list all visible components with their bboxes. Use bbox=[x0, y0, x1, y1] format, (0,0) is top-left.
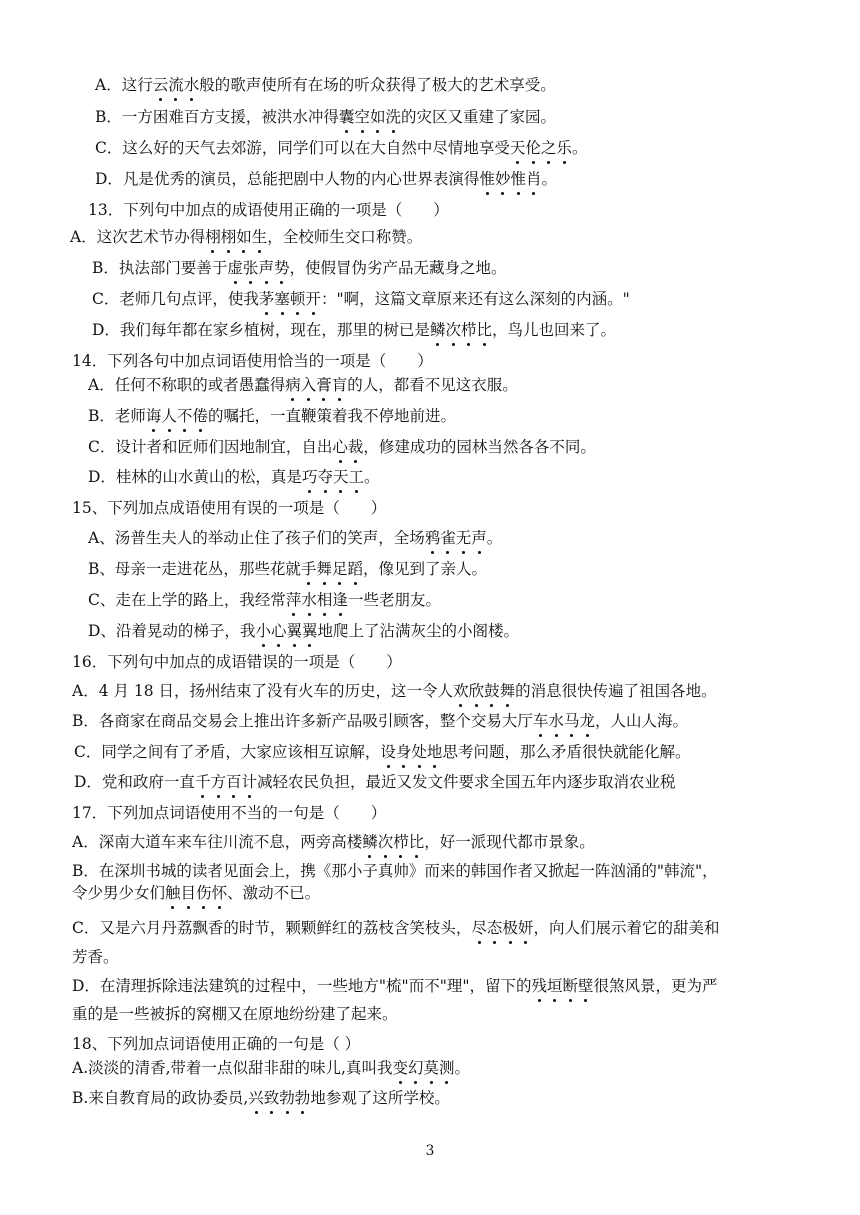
text-line bbox=[74, 742, 690, 762]
text-segment: 。 bbox=[541, 170, 558, 188]
emphasis-char: 身 bbox=[395, 743, 412, 761]
text-segment: D．我们每年都在家乡植树，现在，那里的树已是 bbox=[92, 321, 430, 339]
text-segment: 16．下列句中加点的成语错误的一项是（ ） bbox=[72, 653, 402, 671]
emphasis-char: 鳞 bbox=[362, 833, 378, 851]
text-segment: B．一方困难百方支援，被洪水冲得 bbox=[95, 108, 339, 126]
emphasis-char: 伦 bbox=[525, 139, 541, 157]
emphasis-char: 龙 bbox=[579, 712, 595, 730]
emphasis-char: 勃 bbox=[294, 1089, 311, 1107]
emphasis-char: 幻 bbox=[408, 1059, 424, 1077]
emphasis-char: 致 bbox=[263, 1089, 280, 1107]
text-segment: 18、下列加点词语使用正确的一句是（ ） bbox=[72, 1035, 361, 1053]
emphasis-char: 洗 bbox=[385, 108, 401, 126]
text-line bbox=[72, 652, 402, 672]
emphasis-char: 妙 bbox=[494, 170, 511, 188]
text-line bbox=[72, 803, 386, 823]
text-segment: C．老师几句点评，使我 bbox=[92, 290, 259, 308]
text-line bbox=[88, 467, 380, 487]
emphasis-char: 心 bbox=[270, 622, 287, 640]
text-segment: C、走在上学的路上，我经常 bbox=[88, 591, 286, 609]
text-line bbox=[88, 559, 487, 579]
emphasis-char: 声 bbox=[471, 529, 487, 547]
emphasis-char: 怀 bbox=[211, 884, 228, 902]
text-segment: 。 bbox=[454, 1059, 471, 1077]
emphasis-char: 勃 bbox=[279, 1089, 295, 1107]
emphasis-char: 栩 bbox=[205, 228, 221, 246]
text-segment: ，全校师生交口称赞。 bbox=[267, 228, 423, 246]
text-line bbox=[72, 1058, 470, 1078]
emphasis-char: 势 bbox=[273, 259, 290, 277]
emphasis-char: 诲 bbox=[145, 407, 162, 425]
text-segment: B．在深圳书城的读者见面会上，携《那小子真帅》而来的韩国作者又掀起一阵汹涌的"韩流"， bbox=[72, 862, 718, 880]
text-segment: 。 bbox=[364, 468, 380, 486]
text-line bbox=[95, 75, 556, 95]
text-segment: 重的是一些被拆的窝棚又在原地纷纷建了起来。 bbox=[72, 1005, 398, 1023]
text-line bbox=[74, 772, 676, 792]
emphasis-char: 水 bbox=[301, 591, 317, 609]
emphasis-char: 百 bbox=[225, 773, 242, 791]
text-segment: 一些老朋友。 bbox=[347, 591, 441, 609]
emphasis-char: 妍 bbox=[517, 919, 534, 937]
emphasis-char: 如 bbox=[236, 228, 252, 246]
emphasis-char: 无 bbox=[455, 529, 472, 547]
emphasis-char: 肖 bbox=[525, 170, 542, 188]
emphasis-char: 天 bbox=[509, 139, 526, 157]
emphasis-char: 人 bbox=[161, 407, 177, 425]
text-segment: 很煞风景，更为严 bbox=[593, 977, 718, 995]
emphasis-char: 残 bbox=[531, 977, 547, 995]
text-line bbox=[88, 375, 518, 395]
emphasis-char: 之 bbox=[540, 139, 557, 157]
emphasis-char: 车 bbox=[532, 712, 549, 730]
emphasis-char: 工 bbox=[348, 468, 364, 486]
text-line bbox=[72, 1034, 360, 1054]
text-segment: A．任何不称职的或者愚蠢得 bbox=[88, 376, 286, 394]
text-segment: B.来自教育局的政协委员, bbox=[72, 1089, 249, 1107]
text-line bbox=[72, 711, 688, 731]
emphasis-char: 极 bbox=[502, 919, 518, 937]
text-segment: ，鸟儿也回来了。 bbox=[492, 321, 617, 339]
emphasis-char: 鼓 bbox=[484, 682, 500, 700]
emphasis-char: 天 bbox=[332, 468, 349, 486]
text-line bbox=[72, 498, 386, 518]
text-segment: 地爬上了沾满灰尘的小阁楼。 bbox=[317, 622, 520, 640]
emphasis-char: 空 bbox=[354, 108, 370, 126]
text-segment: 的灾区又重建了家园。 bbox=[400, 108, 556, 126]
text-segment: 14．下列各句中加点词语使用恰当的一项是（ ） bbox=[72, 352, 433, 370]
emphasis-char: 手 bbox=[300, 560, 317, 578]
text-line bbox=[70, 227, 422, 247]
text-segment: B．老师 bbox=[88, 407, 146, 425]
text-line bbox=[88, 528, 502, 548]
text-segment: 芳香。 bbox=[72, 948, 119, 966]
emphasis-char: 小 bbox=[255, 622, 271, 640]
text-segment: 减轻农民负担，最近又发文件要求全国五年内逐步取消农业税 bbox=[257, 773, 676, 791]
text-segment: C．设计者和匠师们因地制宜，自出 bbox=[88, 438, 333, 456]
emphasis-char: 夺 bbox=[317, 468, 333, 486]
text-line bbox=[88, 406, 456, 426]
emphasis-char: 处 bbox=[411, 743, 427, 761]
emphasis-char: 变 bbox=[392, 1059, 408, 1077]
text-segment: 令少男少女们 bbox=[72, 884, 166, 902]
emphasis-char: 水 bbox=[183, 76, 200, 94]
emphasis-char: 马 bbox=[563, 712, 580, 730]
emphasis-char: 翼 bbox=[286, 622, 302, 640]
emphasis-char: 茅 bbox=[258, 290, 275, 308]
emphasis-char: 病 bbox=[285, 376, 301, 394]
emphasis-char: 心 bbox=[332, 438, 348, 456]
emphasis-char: 开 bbox=[305, 290, 321, 308]
page-number: 3 bbox=[425, 1143, 435, 1159]
emphasis-char: 蹈 bbox=[347, 560, 363, 578]
text-line bbox=[95, 107, 556, 127]
text-line bbox=[72, 883, 320, 903]
emphasis-char: 云 bbox=[152, 76, 169, 94]
emphasis-char: 倦 bbox=[192, 407, 208, 425]
emphasis-char: 巧 bbox=[301, 468, 318, 486]
emphasis-char: 千 bbox=[194, 773, 211, 791]
emphasis-char: 兴 bbox=[248, 1089, 264, 1107]
text-segment: 13．下列句中加点的成语使用正确的一项是（ ） bbox=[88, 201, 449, 219]
emphasis-char: 垣 bbox=[546, 977, 563, 995]
text-segment: 17．下列加点词语使用不当的一句是（ ） bbox=[72, 804, 387, 822]
text-segment: A．深南大道车来车往川流不息，两旁高楼 bbox=[72, 833, 363, 851]
text-line bbox=[88, 200, 449, 220]
text-line bbox=[72, 1004, 398, 1024]
emphasis-char: 欢 bbox=[453, 682, 469, 700]
emphasis-char: 水 bbox=[548, 712, 564, 730]
emphasis-char: 断 bbox=[562, 977, 578, 995]
emphasis-char: 次 bbox=[377, 833, 394, 851]
text-segment: ，像见到了亲人。 bbox=[362, 560, 487, 578]
emphasis-char: 设 bbox=[380, 743, 396, 761]
emphasis-char: 塞 bbox=[274, 290, 290, 308]
emphasis-char: 比 bbox=[476, 321, 492, 339]
emphasis-char: 足 bbox=[331, 560, 348, 578]
emphasis-char: 萍 bbox=[285, 591, 302, 609]
emphasis-char: 虚 bbox=[227, 259, 243, 277]
emphasis-char: 方 bbox=[210, 773, 226, 791]
text-segment: 。 bbox=[486, 529, 503, 547]
emphasis-char: 乐 bbox=[556, 139, 572, 157]
text-segment: A．4 月 18 日，扬州结束了没有火车的历史，这一令人 bbox=[72, 682, 454, 700]
text-line bbox=[72, 351, 433, 371]
text-segment: C．这么好的天气去郊游，同学们可以在大自然中尽情地享受 bbox=[95, 139, 510, 157]
text-segment: B．执法部门要善于 bbox=[92, 259, 228, 277]
emphasis-char: 测 bbox=[439, 1059, 455, 1077]
emphasis-char: 膏 bbox=[316, 376, 332, 394]
emphasis-char: 触 bbox=[165, 884, 181, 902]
text-segment: C．又是六月丹荔飘香的时节，颗颗鲜红的荔枝含笑枝头， bbox=[72, 919, 472, 937]
text-segment: D、沿着晃动的梯子，我 bbox=[88, 622, 256, 640]
text-segment: D．党和政府一直 bbox=[74, 773, 195, 791]
emphasis-char: 囊 bbox=[338, 108, 355, 126]
emphasis-char: 惟 bbox=[510, 170, 526, 188]
text-segment: 的消息很快传遍了祖国各地。 bbox=[515, 682, 717, 700]
emphasis-char: 尽 bbox=[471, 919, 487, 937]
emphasis-char: 惟 bbox=[479, 170, 495, 188]
emphasis-char: 入 bbox=[300, 376, 317, 394]
text-segment: D．凡是优秀的演员，总能把剧中人物的内心世界表演得 bbox=[95, 170, 480, 188]
text-line bbox=[92, 320, 616, 340]
text-segment: 思考问题，那么矛盾很快就能化解。 bbox=[442, 743, 691, 761]
emphasis-char: 栉 bbox=[393, 833, 409, 851]
text-line bbox=[95, 138, 587, 158]
text-segment: A、汤普生夫人的举动止住了孩子们的笑声，全场 bbox=[88, 529, 425, 547]
text-segment: 般的歌声使所有在场的听众获得了极大的艺术享受。 bbox=[199, 76, 556, 94]
emphasis-char: 舞 bbox=[499, 682, 516, 700]
text-segment: D．在清理拆除违法建筑的过程中，一些地方"梳"而不"理"，留下的 bbox=[72, 977, 532, 995]
emphasis-char: 壁 bbox=[578, 977, 594, 995]
text-line bbox=[72, 947, 119, 967]
emphasis-char: 莫 bbox=[423, 1059, 440, 1077]
text-segment: 的人，都看不见这衣服。 bbox=[347, 376, 518, 394]
text-segment: A．这次艺术节办得 bbox=[70, 228, 206, 246]
text-line bbox=[88, 437, 596, 457]
emphasis-char: 鳞 bbox=[429, 321, 446, 339]
emphasis-char: 张 bbox=[242, 259, 259, 277]
text-segment: B、母亲一走进花丛，那些花就 bbox=[88, 560, 301, 578]
emphasis-char: 相 bbox=[316, 591, 333, 609]
text-line bbox=[72, 918, 719, 938]
text-line bbox=[72, 976, 718, 996]
emphasis-char: 计 bbox=[241, 773, 257, 791]
emphasis-char: 栉 bbox=[460, 321, 477, 339]
emphasis-char: 裁 bbox=[347, 438, 364, 456]
emphasis-char: 欣 bbox=[468, 682, 485, 700]
emphasis-char: 逢 bbox=[332, 591, 348, 609]
text-segment: C．同学之间有了矛盾，大家应该相互谅解， bbox=[74, 743, 381, 761]
text-line bbox=[88, 590, 441, 610]
text-line bbox=[72, 681, 717, 701]
text-line bbox=[88, 621, 519, 641]
text-line bbox=[92, 258, 506, 278]
text-line bbox=[95, 169, 557, 189]
text-segment: 15、下列加点成语使用有误的一项是（ ） bbox=[72, 499, 387, 517]
emphasis-char: 鸦 bbox=[424, 529, 441, 547]
text-segment: ，好一派现代都市景象。 bbox=[424, 833, 595, 851]
emphasis-char: 态 bbox=[486, 919, 503, 937]
emphasis-char: 雀 bbox=[440, 529, 456, 547]
emphasis-char: 不 bbox=[176, 407, 193, 425]
text-line bbox=[92, 289, 630, 309]
text-segment: 地参观了这所学校。 bbox=[310, 1089, 450, 1107]
text-line bbox=[72, 1088, 450, 1108]
emphasis-char: 生 bbox=[251, 228, 268, 246]
emphasis-char: 伤 bbox=[196, 884, 212, 902]
text-line bbox=[72, 861, 718, 881]
emphasis-char: 翼 bbox=[301, 622, 318, 640]
text-segment: B．各商家在商品交易会上推出许多新产品吸引顾客，整个交易大厅 bbox=[72, 712, 533, 730]
emphasis-char: 舞 bbox=[316, 560, 332, 578]
emphasis-char: 比 bbox=[408, 833, 425, 851]
text-segment: 、激动不已。 bbox=[227, 884, 321, 902]
text-segment: D．桂林的山水黄山的松，真是 bbox=[88, 468, 302, 486]
text-segment: ，人山人海。 bbox=[594, 712, 688, 730]
emphasis-char: 声 bbox=[258, 259, 274, 277]
emphasis-char: 流 bbox=[168, 76, 184, 94]
text-segment: ，向人们展示着它的甜美和 bbox=[533, 919, 720, 937]
emphasis-char: 地 bbox=[426, 743, 443, 761]
text-segment: 。 bbox=[571, 139, 588, 157]
emphasis-char: 肓 bbox=[331, 376, 348, 394]
text-line bbox=[72, 832, 595, 852]
emphasis-char: 次 bbox=[445, 321, 461, 339]
emphasis-char: 如 bbox=[369, 108, 386, 126]
text-segment: A.淡淡的清香,带着一点似甜非甜的味儿,真叫我 bbox=[72, 1059, 393, 1077]
emphasis-char: 目 bbox=[180, 884, 197, 902]
emphasis-char: 栩 bbox=[220, 228, 237, 246]
emphasis-char: 顿 bbox=[289, 290, 306, 308]
text-segment: ："啊，这篇文章原来还有这么深刻的内涵。" bbox=[320, 290, 630, 308]
text-segment: ，修建成功的园林当然各各不同。 bbox=[363, 438, 596, 456]
text-segment: ，使假冒伪劣产品无藏身之地。 bbox=[289, 259, 507, 277]
text-segment: 的嘱托，一直鞭策着我不停地前进。 bbox=[207, 407, 456, 425]
text-segment: A．这行 bbox=[95, 76, 153, 94]
